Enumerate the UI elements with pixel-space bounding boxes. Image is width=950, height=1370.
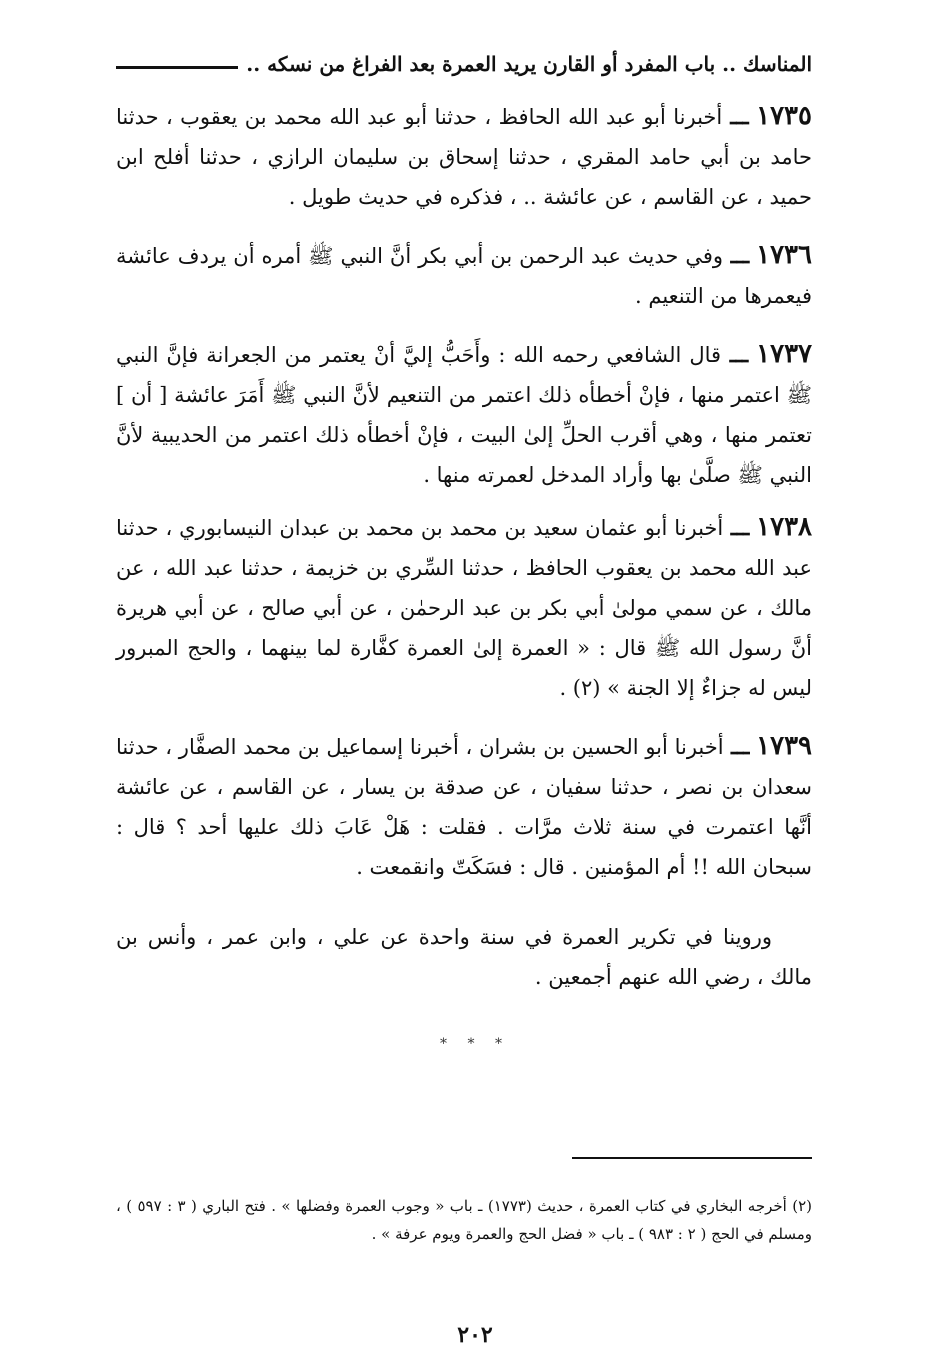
closing-paragraph: وروينا في تكرير العمرة في سنة واحدة عن علي ، وابن عمر ، وأنس بن مالك ، رضي الله عنهم أجمعين . — [116, 925, 812, 989]
footnote-2: (٢) أخرجه البخاري في كتاب العمرة ، حديث (١٧٧٣) ـ باب « وجوب العمرة وفضلها » . فتح الباري ( ٣ : ٥٩٧ ) ، ومسلم في الحج ( ٢ : ٩٨٣ ) ـ باب « فضل الحج والعمرة ويوم عرفة » . — [116, 1197, 813, 1243]
hadith-1738 — [116, 507, 812, 708]
dash: ـــ — [723, 734, 750, 759]
hadith-1735 — [116, 96, 812, 217]
hadith-1737 — [116, 334, 812, 495]
hadith-number: ١٧٣٥ — [756, 101, 812, 131]
hadith-number: ١٧٣٦ — [756, 240, 812, 270]
hadith-number: ١٧٣٩ — [756, 731, 812, 761]
hadith-number: ١٧٣٨ — [756, 512, 812, 542]
header-title: المناسك .. باب المفرد أو القارن يريد العمرة بعد الفراغ من نسكه .. — [246, 52, 812, 76]
hadith-1736 — [116, 235, 812, 316]
footnotes — [116, 1192, 812, 1248]
hadith-text: أخبرنا أبو الحسين بن بشران ، أخبرنا إسماعيل بن محمد الصفَّار ، حدثنا سعدان بن نصر ، حدثنا سفيان ، عن صدقة بن يسار ، عن القاسم ، عن عائشة أنَّها اعتمرت في سنة ثلاث مرَّات . فقلت : هَلْ عَابَ ذلك عليها أحد ؟ قال : سبحان الله !! أم المؤمنين . قال : فسَكَتّ وانقمعت . — [116, 735, 812, 879]
dash: ـــ — [723, 243, 750, 268]
hadith-text: قال الشافعي رحمه الله : وأَحَبُّ إليَّ أنْ يعتمر من الجعرانة فإنَّ النبي ﷺ اعتمر منها ، فإنْ أخطأه ذلك اعتمر من التنعيم لأنَّ النبي ﷺ أَمَرَ عائشة [ أن ] تعتمر منها ، وهي أقرب الحلِّ إلىٰ البيت ، فإنْ أخطأه ذلك اعتمر من الحديبية لأنَّ النبي ﷺ صلَّىٰ بها وأراد المدخل لعمرته منها . — [116, 343, 812, 487]
section-separator: * * * — [440, 1036, 510, 1052]
hadith-number: ١٧٣٧ — [756, 339, 812, 369]
header-rule — [116, 66, 238, 69]
dash: ـــ — [723, 515, 750, 540]
main-text — [116, 96, 812, 1015]
dash: ـــ — [721, 342, 749, 367]
hadith-text: أخبرنا أبو عبد الله الحافظ ، حدثنا أبو عبد الله محمد بن يعقوب ، حدثنا حامد بن أبي حامد المقري ، حدثنا إسحاق بن سليمان الرازي ، حدثنا أفلح ابن حميد ، عن القاسم ، عن عائشة .. ، فذكره في حديث طويل . — [116, 105, 812, 209]
page-number: ٢٠٢ — [457, 1322, 493, 1348]
hadith-1739 — [116, 726, 812, 887]
footnote-rule — [572, 1157, 812, 1159]
dash: ـــ — [722, 104, 749, 129]
running-header — [116, 42, 812, 86]
hadith-text: أخبرنا أبو عثمان سعيد بن محمد بن محمد بن عبدان النيسابوري ، حدثنا عبد الله محمد بن يعقوب الحافظ ، حدثنا السِّري بن خزيمة ، حدثنا عبد الله ، عن مالك ، عن سمي مولىٰ أبي بكر بن عبد الرحمٰن ، عن أبي صالح ، عن أبي هريرة أنَّ رسول الله ﷺ قال : « العمرة إلىٰ العمرة كفَّارة لما بينهما ، والحج المبرور ليس له جزاءٌ إلا الجنة » (٢) . — [116, 516, 812, 700]
hadith-text: وفي حديث عبد الرحمن بن أبي بكر أنَّ النبي ﷺ أمره أن يردف عائشة فيعمرها من التنعيم . — [116, 244, 812, 308]
